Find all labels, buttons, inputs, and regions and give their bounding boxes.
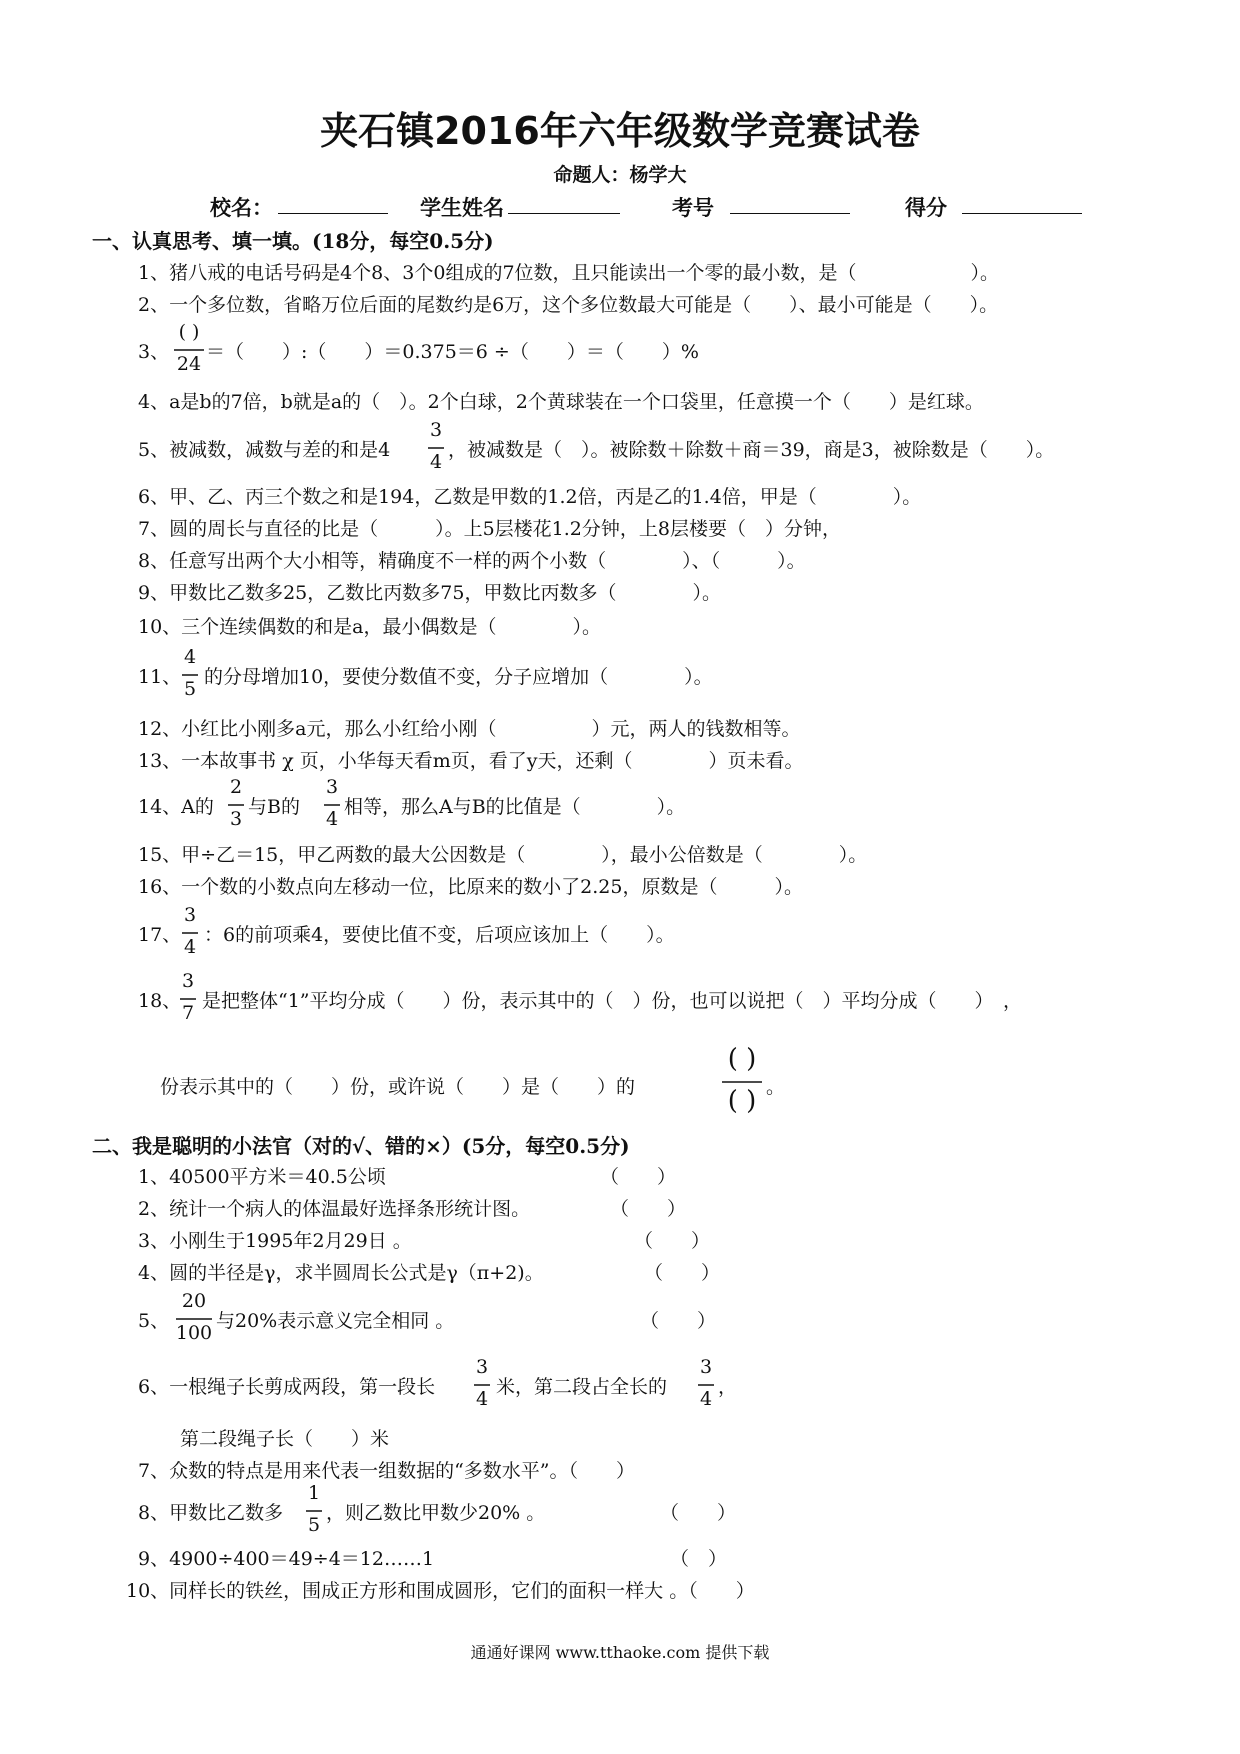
s2-q5-answer-paren[interactable]: （ ） [640, 1310, 717, 1332]
s2-question-9: 9、4900÷400＝49÷4＝12……1 [138, 1548, 435, 1570]
page-title: 夹石镇2016年六年级数学竞赛试卷 [320, 109, 920, 153]
s2-q8-answer-paren[interactable]: （ ） [660, 1502, 737, 1524]
s2-question-2: 2、统计一个病人的体温最好选择条形统计图。 [138, 1198, 531, 1220]
s2-q5-frac-top: 20 [181, 1290, 207, 1312]
s2-q6-frac1-top: 3 [475, 1356, 489, 1378]
s2-question-7: 7、众数的特点是用来代表一组数据的“多数水平”。（ ） [138, 1460, 636, 1482]
s2-q6-frac2-bottom: 4 [699, 1388, 713, 1410]
s1-question-12: 12、小红比小刚多a元，那么小红给小刚（ ）元，两人的钱数相等。 [138, 718, 801, 740]
s2-q3-answer-paren[interactable]: （ ） [634, 1230, 711, 1252]
s2-question-3: 3、小刚生于1995年2月29日 。 [138, 1230, 412, 1252]
score-label: 得分 [905, 195, 947, 220]
s1-q11-frac-top: 4 [183, 646, 197, 668]
s2-q8-part-b: ，则乙数比甲数少20% 。 [326, 1502, 546, 1524]
s2-q2-answer-paren[interactable]: （ ） [610, 1198, 687, 1220]
s2-question-1: 1、40500平方米＝40.5公顷 [138, 1166, 386, 1188]
s1-question-6: 6、甲、乙、丙三个数之和是194，乙数是甲数的1.2倍，丙是乙的1.4倍，甲是（ ）。 [138, 486, 922, 508]
s1-q17-frac-bottom: 4 [183, 936, 197, 958]
s2-q1-answer-paren[interactable]: （ ） [600, 1166, 677, 1188]
s1-q14-frac2-bottom: 4 [325, 808, 339, 830]
s1-q3-frac-top: ( ) [178, 321, 200, 343]
s1-q11-rest: 的分母增加10，要使分数值不变，分子应增加（ ）。 [204, 666, 713, 688]
s1-question-15: 15、甲÷乙＝15，甲乙两数的最大公因数是（ ），最小公倍数是（ ）。 [138, 844, 868, 866]
s1-q18-frac-top: 3 [181, 970, 195, 992]
s2-question-4: 4、圆的半径是γ，求半圆周长公式是γ（π+2)。 [138, 1262, 544, 1284]
s1-question-13: 13、一本故事书 χ 页，小华每天看m页，看了y天，还剩（ ）页未看。 [138, 750, 804, 772]
s1-q17-number: 17、 [138, 924, 182, 946]
author-line: 命题人：杨学大 [553, 164, 687, 186]
s1-question-8: 8、任意写出两个大小相等，精确度不一样的两个小数（ ）、（ ）。 [138, 550, 806, 572]
student-name-label: 学生姓名 [420, 195, 504, 220]
s1-question-4: 4、a是b的7倍，b就是a的（ ）。2个白球，2个黄球装在一个口袋里，任意摸一个（ ）是红球。 [138, 391, 984, 413]
s1-q14-frac1-top: 2 [229, 776, 243, 798]
s1-q18-end: 。 [766, 1076, 786, 1098]
s1-q11-frac-bottom: 5 [183, 678, 197, 700]
s2-q6-frac1-bottom: 4 [475, 1388, 489, 1410]
s2-q9-answer-paren[interactable]: （ ） [670, 1548, 728, 1570]
s1-q18-frac2-top: ( ) [727, 1044, 757, 1074]
s2-q5-rest: 与20%表示意义完全相同 。 [216, 1310, 455, 1332]
s1-q14-frac1-bottom: 3 [229, 808, 243, 830]
s2-q6-part-c: ， [718, 1376, 738, 1398]
s2-q5-number: 5、 [138, 1310, 170, 1332]
s1-question-1: 1、猪八戒的电话号码是4个8、3个0组成的7位数，且只能读出一个零的最小数，是（ ）。 [138, 262, 1000, 284]
s1-q18-frac-bottom: 7 [181, 1002, 195, 1024]
s1-q5-frac-bottom: 4 [429, 451, 443, 473]
s1-q14-frac2-top: 3 [325, 776, 339, 798]
s1-q17-rest: ：6的前项乘4，要使比值不变，后项应该加上（ ）。 [204, 924, 675, 946]
section2-title: 二、我是聪明的小法官（对的√、错的×）(5分，每空0.5分) [92, 1134, 630, 1158]
s1-q5-part-b: ，被减数是（ ）。被除数＋除数＋商＝39，商是3，被除数是（ ）。 [448, 439, 1055, 461]
s1-question-7: 7、圆的周长与直径的比是（ ）。上5层楼花1.2分钟，上8层楼要（ ）分钟， [138, 518, 841, 540]
s2-q6-part-a: 6、一根绳子长剪成两段，第一段长 [138, 1376, 436, 1398]
s1-q11-number: 11、 [138, 666, 182, 688]
s1-q18-rest: 是把整体“1”平均分成（ ）份，表示其中的（ ）份，也可以说把（ ）平均分成（ ） ， [202, 990, 1023, 1012]
s2-q8-frac-top: 1 [307, 1482, 321, 1504]
s2-q5-frac-bottom: 100 [175, 1322, 213, 1344]
s1-q14-part-b: 与B的 [248, 796, 300, 818]
section1-title: 一、认真思考、填一填。(18分，每空0.5分) [92, 229, 494, 253]
s1-q18-frac2-bottom: ( ) [727, 1086, 757, 1116]
s1-q18-line2: 份表示其中的（ ）份，或许说（ ）是（ ）的 [160, 1076, 636, 1098]
exam-no-label: 考号 [672, 195, 714, 220]
s1-q3-number: 3、 [138, 341, 170, 363]
s1-question-2: 2、一个多位数，省略万位后面的尾数约是6万，这个多位数最大可能是（ ）、最小可能是（ ）。 [138, 294, 999, 316]
s1-q14-part-a: 14、A的 [138, 796, 214, 818]
s1-question-16: 16、一个数的小数点向左移动一位，比原来的数小了2.25，原数是（ ）。 [138, 876, 803, 898]
s2-q8-frac-bottom: 5 [307, 1514, 321, 1536]
s2-q8-part-a: 8、甲数比乙数多 [138, 1502, 284, 1524]
s2-question-10: 10、同样长的铁丝，围成正方形和围成圆形，它们的面积一样大 。（ ） [126, 1580, 755, 1602]
s2-q6-line2: 第二段绳子长（ ）米 [180, 1428, 390, 1450]
s1-q3-rest: ＝（ ）:（ ）＝0.375＝6 ÷（ ）＝（ ）% [206, 341, 699, 363]
s1-question-10: 10、三个连续偶数的和是a，最小偶数是（ ）。 [138, 616, 602, 638]
s1-q18-number: 18、 [138, 990, 182, 1012]
s1-q3-frac-bottom: 24 [176, 353, 202, 375]
s1-q5-part-a: 5、被减数，减数与差的和是4 [138, 439, 391, 461]
s1-q5-frac-top: 3 [429, 419, 443, 441]
s2-q6-part-b: 米，第二段占全长的 [496, 1376, 668, 1398]
school-label: 校名： [210, 195, 273, 220]
s2-q6-frac2-top: 3 [699, 1356, 713, 1378]
s1-q17-frac-top: 3 [183, 904, 197, 926]
s1-question-9: 9、甲数比乙数多25，乙数比丙数多75，甲数比丙数多（ ）。 [138, 582, 721, 604]
footer-source: 通通好课网 www.tthaoke.com 提供下载 [470, 1643, 770, 1662]
s2-q4-answer-paren[interactable]: （ ） [644, 1262, 721, 1284]
s1-q14-part-c: 相等，那么A与B的比值是（ ）。 [344, 796, 686, 818]
